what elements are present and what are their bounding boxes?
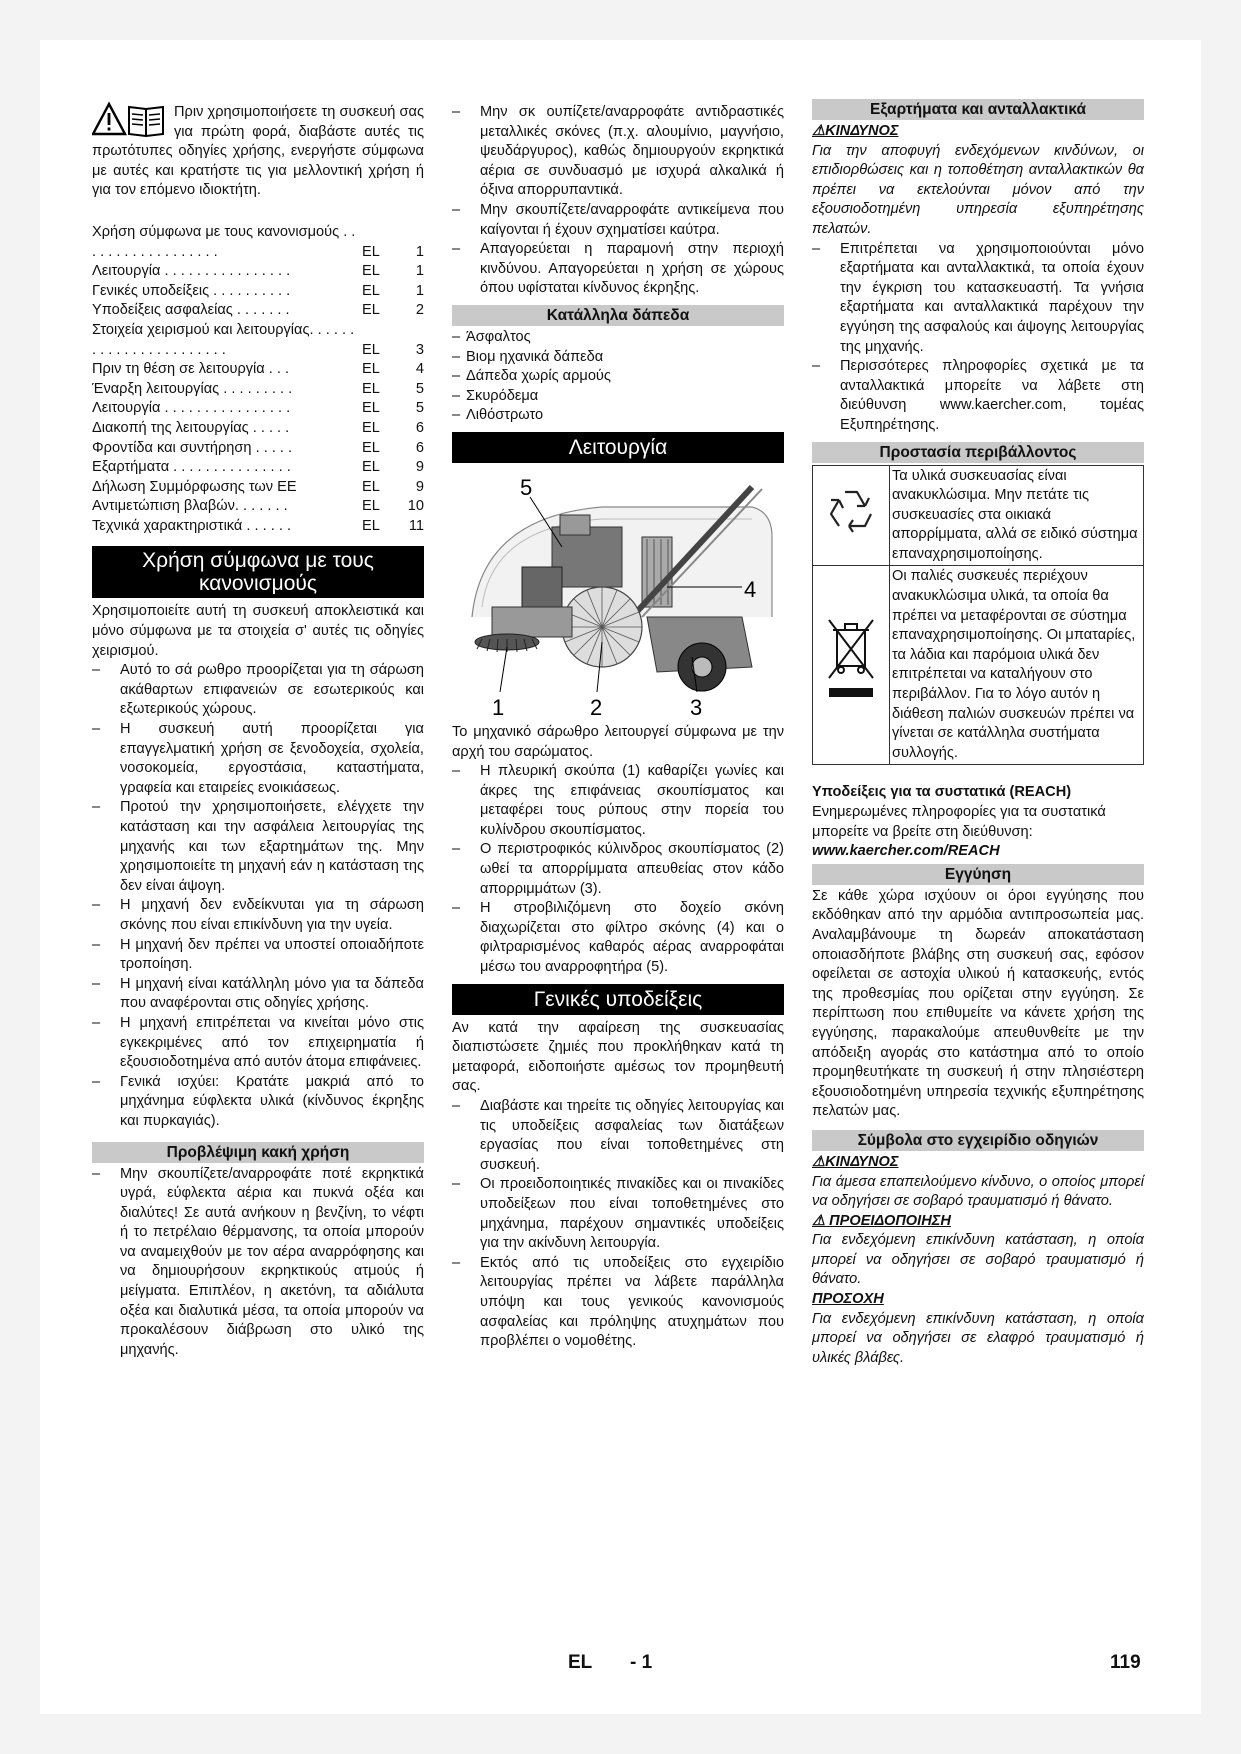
list-item: – Η μηχανή επιτρέπεται να κινείται μόνο στις εγκεκριμένες από τον επιχειρηματία ή εξουσιοδοτημένα από αυτόν άτομα επιφάνειες. bbox=[92, 1014, 424, 1073]
toc-row[interactable] bbox=[92, 380, 424, 400]
toc-page: 10 bbox=[407, 498, 424, 515]
toc-page: 2 bbox=[415, 302, 424, 319]
list-item: – Επιτρέπεται να χρησιμοποιούνται μόνο εξαρτήματα και ανταλλακτικά, τα οποία έχουν την έγκριση του κατασκευαστή. Τα γνήσια εξαρτήματα και ανταλλακτικά παρέχουν την εγγύηση της ασφαλούς και άψογης λειτουργίας της μηχανής. bbox=[812, 240, 1144, 358]
footer-page-local: - 1 bbox=[630, 1652, 653, 1673]
list-item: – Μην σκουπίζετε/αναρροφάτε ποτέ εκρηκτικά υγρά, εύφλεκτα αέρια και πυκνά οξέα και διαλύτες! Σε αυτά ανήκουν η βενζίνη, το νέφτι ή το πετρέλαιο θέρμανσης, τα οποία μπορούν να αναμειχθούν με τον αέρα αναρρόφησης και να δημιουρήσουν εκρηκτικούς ατμούς ή μείγματα. Επιπλέον, η ακετόνη, τα αδιάλυτα οξέα και διαλυτικά μέσα, τα οποία μπορούν να προκαλέσουν διάβρωση στο υλικό της μηχανής. bbox=[92, 1165, 424, 1361]
toc-title: Φροντίδα και συντήρηση . . . . . bbox=[92, 439, 293, 456]
heading-line: Χρήση σύμφωνα με τους bbox=[142, 549, 374, 573]
warning-description: Για ενδεχόμενη επικίνδυνη κατάσταση, η οποία μπορεί να οδηγήσει σε σοβαρό τραυματισμό ή θάνατο. bbox=[812, 1232, 1144, 1288]
toc-row[interactable] bbox=[92, 497, 424, 517]
section-heading-usage bbox=[92, 546, 424, 598]
warning-label: ⚠ ΠΡΟΕΙΔΟΠΟΙΗΣΗ bbox=[812, 1212, 951, 1229]
toc-page: 1 bbox=[415, 282, 424, 299]
warning-manual-icon bbox=[92, 101, 168, 141]
floors-list bbox=[452, 328, 784, 426]
operation-text: Το μηχανικό σάρωθρο λειτουργεί σύμφωνα με την αρχή του σαρώματος. bbox=[452, 723, 784, 760]
reach-title: Υποδείξεις για τα συστατικά (REACH) bbox=[812, 784, 1072, 801]
usage-text: Χρησιμοποιείτε αυτή τη συσκευή αποκλειστικά και μόνο σύμφωνα με τα στοιχεία σ' αυτές τις οδηγίες χειρισμού. bbox=[92, 603, 424, 659]
toc-page: 9 bbox=[415, 459, 424, 476]
list-item: – Περισσότερες πληροφορίες σχετικά με τα ανταλλακτικά μπορείτε να λάβετε στη διεύθυνση www.kaercher.com, τομέας Εξυπηρέτησης. bbox=[812, 357, 1144, 435]
toc-page: 5 bbox=[415, 380, 424, 397]
footer-page-number: 119 bbox=[1110, 1652, 1141, 1673]
toc-lang: EL bbox=[362, 302, 380, 319]
toc-title: Γενικές υποδείξεις . . . . . . . . . . bbox=[92, 282, 291, 299]
toc-title: Τεχνικά χαρακτηριστικά . . . . . . bbox=[92, 517, 292, 534]
toc-lang: EL bbox=[362, 478, 380, 495]
figure-label: 1 bbox=[492, 694, 505, 719]
toc-row[interactable] bbox=[92, 321, 424, 360]
section-heading-floors: Κατάλληλα δάπεδα bbox=[452, 305, 784, 326]
operation-list bbox=[452, 762, 784, 978]
misuse-list bbox=[92, 1165, 424, 1361]
heading-line: κανονισμούς bbox=[198, 572, 318, 596]
list-item: – Μην σκουπίζετε/αναρροφάτε αντικείμενα που καίγονται ή έχουν σχηματίσει καύτρα. bbox=[452, 201, 784, 240]
figure-label: 2 bbox=[590, 694, 603, 719]
toc-row[interactable] bbox=[92, 478, 424, 498]
section-heading-warranty: Εγγύηση bbox=[812, 864, 1144, 885]
env-text-packaging: Τα υλικά συσκευασίας είναι ανακυκλώσιμα. Μην πετάτε τις συσκευασίες στα οικιακά απορρίμματα, αλλά σε ειδικό σύστημα επαναχρησιμοποίησης. bbox=[890, 465, 1144, 566]
toc-title: Εξαρτήματα . . . . . . . . . . . . . . . bbox=[92, 459, 291, 476]
section-heading-general: Γενικές υποδείξεις bbox=[452, 984, 784, 1015]
toc-page: 6 bbox=[415, 439, 424, 456]
section-heading-environment: Προστασία περιβάλλοντος bbox=[812, 442, 1144, 463]
list-item: – Γενικά ισχύει: Κρατάτε μακριά από το μηχάνημα εύφλεκτα υλικά (κίνδυνος έκρηξης και πυρκαγιάς). bbox=[92, 1073, 424, 1132]
toc-lang: EL bbox=[362, 419, 380, 436]
caution-label: ΠΡΟΣΟΧΗ bbox=[812, 1291, 884, 1308]
toc-page: 5 bbox=[415, 400, 424, 417]
sweeper-figure bbox=[452, 467, 784, 719]
list-item: – Απαγορεύεται η παραμονή στην περιοχή κινδύνου. Απαγορεύεται η χρήση σε χώρους όπου υφίσταται κίνδυνος έκρηξης. bbox=[452, 240, 784, 299]
toc-title: Υποδείξεις ασφαλείας . . . . . . . bbox=[92, 302, 290, 319]
toc-lang: EL bbox=[362, 361, 380, 378]
table-row bbox=[813, 465, 1144, 566]
misuse-list-cont bbox=[452, 103, 784, 299]
toc-row[interactable] bbox=[92, 360, 424, 380]
intro-text: Πριν χρησιμοποιήσετε τη συσκευή σας για πρώτη φορά, διαβάστε αυτές τις πρωτότυπες οδηγίες χρήσης, ενεργήστε σύμφωνα με αυτές και κρατήστε τις για μελλοντική χρήση ή για τον επόμενο ιδιοκτήτη. bbox=[92, 104, 424, 199]
icon-cell bbox=[813, 566, 890, 765]
toc-row[interactable] bbox=[92, 262, 424, 282]
toc-lang: EL bbox=[362, 439, 380, 456]
parts-list bbox=[812, 240, 1144, 436]
recycle-icon bbox=[823, 484, 879, 540]
list-item: – Ο περιστροφικός κύλινδρος σκουπίσματος (2) ωθεί τα απορρίμματα απευθείας στον κάδο απορριμμάτων (3). bbox=[452, 840, 784, 899]
toc-page: 1 bbox=[415, 243, 424, 260]
toc-lang: EL bbox=[362, 498, 380, 515]
toc-lang: EL bbox=[362, 517, 380, 534]
reach-link[interactable]: www.kaercher.com/REACH bbox=[812, 843, 1000, 860]
icon-cell bbox=[813, 465, 890, 566]
toc-lang: EL bbox=[362, 341, 380, 358]
crossed-bin-icon bbox=[823, 612, 879, 712]
footer-lang: EL bbox=[568, 1652, 593, 1673]
intro-block bbox=[92, 103, 424, 201]
figure-label: 5 bbox=[520, 474, 533, 500]
section-heading-parts: Εξαρτήματα και ανταλλακτικά bbox=[812, 99, 1144, 120]
toc-row[interactable] bbox=[92, 301, 424, 321]
reach-text: Ενημερωμένες πληροφορίες για τα συστατικά μπορείτε να βρείτε στη διεύθυνση: bbox=[812, 804, 1106, 840]
list-item: – Άσφαλτος bbox=[452, 328, 784, 348]
general-text: Αν κατά την αφαίρεση της συσκευασίας διαπιστώσετε ζημιές που προκλήθηκαν κατά τη μεταφορά, ειδοποιήστε αμέσως τον προμηθευτή σας. bbox=[452, 1019, 784, 1095]
toc-row[interactable] bbox=[92, 439, 424, 459]
figure-label: 3 bbox=[690, 694, 703, 719]
section-heading-operation: Λειτουργία bbox=[452, 432, 784, 463]
general-list bbox=[452, 1097, 784, 1352]
list-item: – Βιομ ηχανικά δάπεδα bbox=[452, 348, 784, 368]
toc-title: Πριν τη θέση σε λειτουργία . . . bbox=[92, 361, 290, 378]
toc-title: Δήλωση Συμμόρφωσης των ΕΕ bbox=[92, 478, 297, 495]
toc-title: Αντιμετώπιση βλαβών. . . . . . . bbox=[92, 498, 288, 515]
figure-label: 4 bbox=[744, 576, 757, 602]
column-middle bbox=[452, 103, 784, 1352]
column-right bbox=[812, 103, 1144, 1368]
table-row bbox=[813, 566, 1144, 765]
list-item: – Η μηχανή δεν ενδείκνυται για τη σάρωση σκόνης που είναι επικίνδυνη για την υγεία. bbox=[92, 896, 424, 935]
danger-label: ⚠ΚΙΝΔΥΝΟΣ bbox=[812, 1153, 899, 1170]
caution-description: Για ενδεχόμενη επικίνδυνη κατάσταση, η οποία μπορεί να οδηγήσει σε ελαφρό τραυματισμό ή υλικές βλάβες. bbox=[812, 1310, 1144, 1366]
toc-page: 4 bbox=[415, 361, 424, 378]
list-item: – Μην σκ ουπίζετε/αναρροφάτε αντιδραστικές μεταλλικές σκόνες (π.χ. αλουμίνιο, μαγνήσιο, ψευδάργυρος), καθώς δημιουργούν εκρηκτικά αέρια σε συνδυασμό με ισχυρά αλκαλικά ή όξινα απορρυπαντικά. bbox=[452, 103, 784, 201]
toc-page: 6 bbox=[415, 419, 424, 436]
section-heading-misuse: Προβλέψιμη κακή χρήση bbox=[92, 1142, 424, 1163]
toc-lang: EL bbox=[362, 263, 380, 280]
toc-row[interactable] bbox=[92, 223, 424, 262]
list-item: – Σκυρόδεμα bbox=[452, 387, 784, 407]
toc-row[interactable] bbox=[92, 282, 424, 302]
environment-table bbox=[812, 465, 1144, 766]
list-item: – Η συσκευή αυτή προορίζεται για επαγγελματική χρήση σε ξενοδοχεία, σχολεία, νοσοκομεία, εργοστάσια, καταστήματα, γραφεία και εταιρείες ενοικιάσεως. bbox=[92, 720, 424, 798]
list-item: – Διαβάστε και τηρείτε τις οδηγίες λειτουργίας και τις υποδείξεις ασφαλείας των διατάξεων εργασίας που είναι τοποθετημένες στη συσκευή. bbox=[452, 1097, 784, 1175]
toc-title: Χρήση σύμφωνα με τους κανονισμούς . . . . . . . . . . . . . . . . . . bbox=[92, 223, 356, 260]
toc-lang: EL bbox=[362, 380, 380, 397]
toc-title: Έναρξη λειτουργίας . . . . . . . . . bbox=[92, 380, 293, 397]
toc-row[interactable] bbox=[92, 419, 424, 439]
sweeper-diagram bbox=[452, 467, 784, 719]
toc-title: Στοιχεία χειρισμού και λειτουργίας. . . . . . . . . . . . . . . . . . . . . . . bbox=[92, 321, 355, 358]
list-item: – Οι προειδοποιητικές πινακίδες και οι πινακίδες υποδείξεων που είναι τοποθετημένες στο μηχάνημα, παρέχουν σημαντικές υποδείξεις για την ακίνδυνη λειτουργία. bbox=[452, 1175, 784, 1253]
list-item: – Προτού την χρησιμοποιήσετε, ελέγχετε την κατάσταση και την ασφάλεια λειτουργίας της μηχανής και των εξαρτημάτων της. Μην χρησιμοποιείτε τη μηχανή εάν η κατάσταση της δεν είναι άψογη. bbox=[92, 798, 424, 896]
toc-lang: EL bbox=[362, 400, 380, 417]
toc-row[interactable] bbox=[92, 517, 424, 537]
list-item: – Η στροβιλιζόμενη στο δοχείο σκόνη διαχωρίζεται στο φίλτρο σκόνης (4) και ο φιλτραρισμένος καθαρός αέρας αναρροφάται μέσω του αναρροφητήρα (5). bbox=[452, 899, 784, 977]
toc-page: 1 bbox=[415, 263, 424, 280]
list-item: – Λιθόστρωτο bbox=[452, 406, 784, 426]
toc-lang: EL bbox=[362, 459, 380, 476]
column-left bbox=[92, 103, 424, 1360]
toc-row[interactable] bbox=[92, 458, 424, 478]
list-item: – Εκτός από τις υποδείξεις στο εγχειρίδιο λειτουργίας πρέπει να λάβετε παράλληλα υπόψη και τους γενικούς κανονισμούς ασφαλείας και πρόληψης ατυχημάτων που προβλέπει ο νομοθέτης. bbox=[452, 1254, 784, 1352]
toc-page: 3 bbox=[415, 341, 424, 358]
toc-row[interactable] bbox=[92, 399, 424, 419]
danger-label: ⚠ΚΙΝΔΥΝΟΣ bbox=[812, 123, 899, 139]
list-item: – Αυτό το σά ρωθρο προορίζεται για τη σάρωση ακάθαρτων επιφανειών σε εσωτερικούς και εξωτερικούς χώρους. bbox=[92, 661, 424, 720]
toc-lang: EL bbox=[362, 243, 380, 260]
usage-list bbox=[92, 661, 424, 1131]
danger-description: Για άμεσα επαπειλούμενο κίνδυνο, ο οποίος μπορεί να οδηγήσει σε σοβαρό τραυματισμό ή θάνατο. bbox=[812, 1173, 1144, 1210]
toc-page: 11 bbox=[408, 517, 424, 534]
section-heading-symbols: Σύμβολα στο εγχειρίδιο οδηγιών bbox=[812, 1130, 1144, 1151]
list-item: – Η πλευρική σκούπα (1) καθαρίζει γωνίες και άκρες της επιφάνειας σκουπίσματος και μεταφέρει τους ρύπους στην πορεία του κυλίνδρου σκουπίσματος. bbox=[452, 762, 784, 840]
list-item: – Η μηχανή δεν πρέπει να υποστεί οποιαδήποτε τροποίηση. bbox=[92, 936, 424, 975]
parts-danger-text: Για την αποφυγή ενδεχόμενων κινδύνων, οι επιδιορθώσεις και η τοποθέτηση ανταλλακτικών θα πρέπει να εκτελούνται μόνον από την εξουσιοδοτημένη υπηρεσία εξυπηρέτησης πελατών. bbox=[812, 142, 1144, 237]
table-of-contents bbox=[92, 223, 424, 537]
env-text-old-devices: Οι παλιές συσκευές περιέχουν ανακυκλώσιμα υλικά, τα οποία θα πρέπει να μεταφέρονται σε σύστημα επαναχρησιμοποίησης. Οι μπαταρίες, τα λάδια και παρόμοια υλικά δεν επιτρέπεται να καταλήγουν στο περιβάλλον. Για το λόγο αυτόν η διάθεση παλιών συσκευών πρέπει να γίνεται σε κατάλληλα συστήματα συλλογής. bbox=[890, 566, 1144, 765]
toc-title: Λειτουργία . . . . . . . . . . . . . . . . bbox=[92, 400, 291, 417]
toc-title: Διακοπή της λειτουργίας . . . . . bbox=[92, 419, 290, 436]
list-item: – Δάπεδα χωρίς αρμούς bbox=[452, 367, 784, 387]
warranty-text: Σε κάθε χώρα ισχύουν οι όροι εγγύησης που εκδόθηκαν από την αρμόδια αντιπροσωπεία μας. Αναλαμβάνουμε τη δωρεάν αποκατάσταση οποιασδήποτε βλάβης στη συσκευή σας, εφόσον οφείλεται σε αστοχία υλικού ή κατασκευής, εντός της προθεσμίας που ορίζεται στην εγγύηση. Σε περίπτωση που επιθυμείτε να κάνετε χρήση της εγγύησης, παρακαλούμε απευθυνθείτε με την απόδειξη αγοράς στο κατάστημα από το οποίο προμηθευτήκατε τη συσκευή ή στην πλησιέστερη εξουσιοδοτημένη υπηρεσία τεχνικής εξυπηρέτησης πελατών μας. bbox=[812, 887, 1144, 1120]
toc-lang: EL bbox=[362, 282, 380, 299]
toc-title: Λειτουργία . . . . . . . . . . . . . . . . bbox=[92, 263, 291, 280]
toc-page: 9 bbox=[415, 478, 424, 495]
list-item: – Η μηχανή είναι κατάλληλη μόνο για τα δάπεδα που αναφέρονται στις οδηγίες χρήσης. bbox=[92, 975, 424, 1014]
